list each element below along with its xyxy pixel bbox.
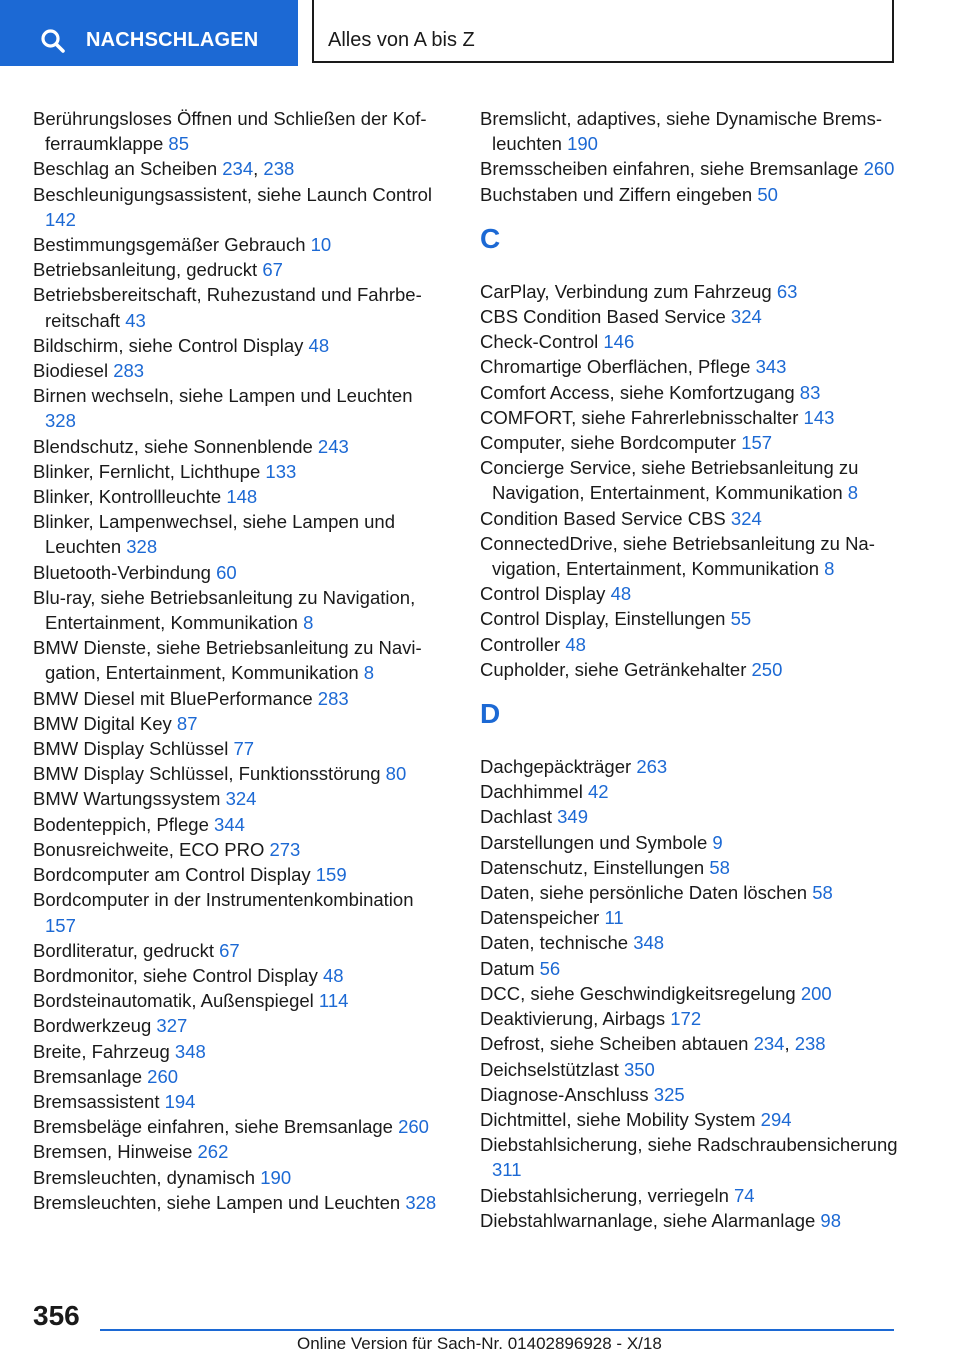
- page-reference-link[interactable]: 159: [315, 864, 347, 886]
- page-reference-link[interactable]: 238: [794, 1033, 826, 1055]
- index-entry-text: Datenspeicher: [480, 907, 600, 929]
- index-entry-text: Bremsen, Hinweise: [33, 1141, 193, 1163]
- index-entry: [33, 1139, 448, 1164]
- page-reference-link[interactable]: 60: [216, 561, 237, 583]
- index-entry-text: Blendschutz, siehe Sonnenblende: [33, 435, 313, 457]
- index-entry: [33, 711, 448, 736]
- index-entry: [480, 182, 900, 207]
- index-entry: [480, 606, 900, 631]
- index-entry-text: Blu-ray, siehe Betriebsanleitung zu Navigation, Entertainment, Kommunikation: [33, 586, 416, 634]
- page-reference-link[interactable]: 234: [753, 1033, 785, 1055]
- index-entry-text: Blinker, Lampenwechsel, siehe Lampen und Leuchten: [33, 511, 396, 558]
- page-reference-link[interactable]: 8: [824, 558, 835, 580]
- index-entry: [33, 1114, 448, 1139]
- index-entry: [33, 1165, 448, 1190]
- index-entry-text: Betriebsanleitung, gedruckt: [33, 259, 258, 281]
- footer-version-text: Online Version für Sach-Nr. 01402896928 - X/18: [297, 1334, 662, 1353]
- index-entry: [480, 657, 900, 682]
- page-reference-link[interactable]: 324: [730, 507, 762, 529]
- page-reference-link[interactable]: 200: [800, 982, 832, 1004]
- index-entry-text: Dachhimmel: [480, 781, 583, 803]
- page-reference-link[interactable]: 8: [303, 612, 314, 634]
- index-entry-text: Datenschutz, Einstellungen: [480, 856, 705, 878]
- index-column-right: [480, 106, 900, 1233]
- page-reference-link[interactable]: 262: [197, 1141, 229, 1163]
- page-reference-link[interactable]: 9: [712, 831, 723, 853]
- index-entry-text: Cupholder, siehe Getränkehalter: [480, 658, 747, 680]
- index-entry: [480, 930, 900, 955]
- index-entry-text: Control Display, Einstellungen: [480, 608, 726, 630]
- index-letter-heading: D: [480, 698, 501, 730]
- page-reference-link[interactable]: 142: [45, 208, 76, 230]
- section-title-box: [312, 0, 894, 63]
- index-entry-text: Dachlast: [480, 806, 552, 828]
- index-entry-text: CBS Condition Based Service: [480, 306, 726, 328]
- page-reference-link[interactable]: 243: [317, 435, 349, 457]
- index-entry-text: Bremsleuchten, siehe Lampen und Leuchten: [33, 1191, 401, 1213]
- page-reference-link[interactable]: 67: [219, 939, 240, 961]
- index-entry-text: Blinker, Kontrollleuchte: [33, 486, 222, 508]
- index-entry: [480, 632, 900, 657]
- index-entry: [480, 1082, 900, 1107]
- index-entry-text: Datum: [480, 957, 535, 979]
- index-entry-text: Bremsassistent: [33, 1090, 160, 1112]
- footer-divider: [100, 1329, 894, 1331]
- page-reference-link[interactable]: 273: [269, 838, 301, 860]
- index-entry: [480, 1107, 900, 1132]
- index-entry-text: Comfort Access, siehe Komfortzugang: [480, 381, 795, 403]
- page-reference-link[interactable]: 98: [820, 1209, 841, 1231]
- index-entry-text: Diagnose-Anschluss: [480, 1083, 649, 1105]
- index-entry-text: CarPlay, Verbindung zum Fahrzeug: [480, 280, 772, 302]
- page-reference-link[interactable]: 85: [168, 133, 189, 155]
- page-reference-link[interactable]: 234: [222, 158, 254, 180]
- page-reference-link[interactable]: 190: [260, 1166, 292, 1188]
- page-reference-link[interactable]: 348: [633, 932, 665, 954]
- page-reference-link[interactable]: 172: [670, 1008, 702, 1030]
- page-reference-link[interactable]: 55: [730, 608, 752, 630]
- page-reference-link[interactable]: 74: [734, 1184, 755, 1206]
- index-entry: [33, 182, 448, 232]
- index-entry: [33, 1190, 448, 1215]
- page-reference-link[interactable]: 146: [603, 331, 635, 353]
- page-reference-link[interactable]: 324: [730, 306, 762, 328]
- index-entry: [33, 509, 448, 559]
- index-entry: [480, 380, 900, 405]
- index-entry-text: Breite, Fahrzeug: [33, 1040, 170, 1062]
- page-reference-link[interactable]: 10: [310, 234, 332, 256]
- page-reference-link[interactable]: 311: [492, 1159, 522, 1181]
- index-entry-text: Bordsteinautomatik, Außenspiegel: [33, 990, 314, 1012]
- index-entry: [480, 1006, 900, 1031]
- index-entry-text: Bildschirm, siehe Control Display: [33, 334, 304, 356]
- page-reference-link[interactable]: 87: [176, 712, 198, 734]
- index-entry-text: Daten, siehe persönliche Daten löschen: [480, 882, 808, 904]
- index-entry-text: Bremsscheiben einfahren, siehe Bremsanlage: [480, 158, 859, 180]
- index-entry: [33, 282, 448, 332]
- index-entry: [33, 383, 448, 433]
- index-entry: [33, 106, 448, 156]
- index-entry: [480, 1057, 900, 1082]
- index-entry-text: Bordmonitor, siehe Control Display: [33, 964, 318, 986]
- index-entry: [480, 354, 900, 379]
- index-entry: [480, 531, 900, 581]
- page-reference-link[interactable]: 43: [125, 309, 146, 331]
- index-entry: [480, 1208, 900, 1233]
- index-entry-text: Diebstahlwarnanlage, siehe Alarmanlage: [480, 1209, 816, 1231]
- page-reference-link[interactable]: 58: [812, 882, 833, 904]
- page-reference-link[interactable]: 157: [741, 432, 773, 454]
- index-entry: [33, 963, 448, 988]
- index-entry-text: Condition Based Service CBS: [480, 507, 726, 529]
- index-entry: [33, 736, 448, 761]
- page-reference-link[interactable]: 294: [760, 1108, 792, 1130]
- index-entry-text: Bordwerkzeug: [33, 1015, 152, 1037]
- index-entry: [480, 855, 900, 880]
- page-reference-link[interactable]: 238: [263, 158, 295, 180]
- index-entry-text: Beschlag an Scheiben: [33, 158, 218, 180]
- page-reference-link[interactable]: 143: [803, 406, 835, 428]
- index-entry: [33, 333, 448, 358]
- page-reference-link[interactable]: 328: [405, 1191, 437, 1213]
- page-reference-link[interactable]: 83: [799, 381, 821, 403]
- index-entry: [33, 585, 448, 635]
- index-entry: [33, 686, 448, 711]
- index-entry: [33, 434, 448, 459]
- page-reference-link[interactable]: 42: [587, 781, 609, 803]
- page-reference-link[interactable]: 328: [45, 410, 76, 432]
- page-reference-link[interactable]: 283: [113, 360, 145, 382]
- index-entry: [33, 812, 448, 837]
- page-reference-link[interactable]: 260: [863, 158, 895, 180]
- index-column-left: [33, 106, 448, 1215]
- page-number: 356: [33, 1300, 80, 1331]
- index-entry-text: Bordcomputer in der Instrumentenkombination: [33, 889, 414, 911]
- index-entry: [480, 1132, 900, 1182]
- index-entry: [33, 1039, 448, 1064]
- page-reference-link[interactable]: 260: [147, 1065, 179, 1087]
- index-entry: [480, 405, 900, 430]
- page-reference-link[interactable]: 133: [265, 460, 297, 482]
- page-reference-link[interactable]: 48: [308, 334, 330, 356]
- index-entry: [33, 484, 448, 509]
- page-reference-link[interactable]: 324: [225, 788, 257, 810]
- index-entry-text: Dichtmittel, siehe Mobility System: [480, 1108, 756, 1130]
- index-entry-text: Diebstahlsicherung, siehe Radschraubensicherung: [480, 1134, 898, 1156]
- page-reference-link[interactable]: 350: [623, 1058, 655, 1080]
- page-reference-link[interactable]: 194: [164, 1090, 196, 1112]
- index-entry: [33, 459, 448, 484]
- index-entry: [480, 329, 900, 354]
- index-entry: [33, 761, 448, 786]
- index-entry: [480, 304, 900, 329]
- index-entry-text: Check-Control: [480, 331, 599, 353]
- page-reference-link[interactable]: 344: [214, 813, 245, 835]
- page-reference-link[interactable]: 48: [610, 583, 632, 605]
- index-entry-text: Concierge Service, siehe Betriebsanleitung zu Navigation, Entertainment, Kommunikation: [480, 457, 859, 504]
- index-entry-text: Controller: [480, 633, 561, 655]
- page-reference-link[interactable]: 58: [709, 856, 730, 878]
- index-entry: [33, 988, 448, 1013]
- page-reference-link[interactable]: 48: [322, 964, 344, 986]
- index-entry: [480, 981, 900, 1006]
- index-entry-text: Defrost, siehe Scheiben abtauen: [480, 1033, 749, 1055]
- index-entry: [33, 887, 448, 937]
- index-entry-text: Bonusreichweite, ECO PRO: [33, 838, 265, 860]
- index-entry-text: Diebstahlsicherung, verriegeln: [480, 1184, 729, 1206]
- page-reference-link[interactable]: 190: [567, 133, 598, 155]
- index-entry: [33, 635, 448, 685]
- index-entry: [33, 560, 448, 585]
- page-header: [0, 0, 960, 66]
- page-reference-link[interactable]: 348: [174, 1040, 206, 1062]
- page-reference-link[interactable]: 250: [751, 658, 783, 680]
- index-entry: [480, 1183, 900, 1208]
- index-entry: [33, 1064, 448, 1089]
- index-entry: [33, 1089, 448, 1114]
- index-entry-text: Birnen wechseln, siehe Lampen und Leuchten: [33, 385, 413, 407]
- index-entry: [33, 232, 448, 257]
- index-entry-text: DCC, siehe Geschwindigkeitsregelung: [480, 982, 796, 1004]
- index-entry-text: Bremsbeläge einfahren, siehe Bremsanlage: [33, 1116, 393, 1138]
- index-entry: [33, 938, 448, 963]
- index-entry-text: Deichselstützlast: [480, 1058, 619, 1080]
- index-entry: [480, 956, 900, 981]
- index-entry: [33, 358, 448, 383]
- index-entry-text: Bremslicht, adaptives, siehe Dynamische Bremsleuchten: [480, 108, 883, 155]
- page-reference-link[interactable]: 263: [636, 756, 668, 778]
- index-entry-text: Daten, technische: [480, 932, 629, 954]
- index-entry: [480, 430, 900, 455]
- index-entry: [33, 837, 448, 862]
- page-reference-link[interactable]: 50: [757, 183, 778, 205]
- page-reference-link[interactable]: 11: [604, 907, 624, 929]
- page-reference-link[interactable]: 157: [45, 914, 76, 936]
- index-entry: [33, 1013, 448, 1038]
- index-entry: [480, 581, 900, 606]
- page-reference-link[interactable]: 114: [318, 990, 349, 1012]
- index-letter-heading: C: [480, 222, 501, 254]
- page-reference-link[interactable]: 328: [126, 536, 158, 558]
- index-entry-text: ConnectedDrive, siehe Betriebsanleitung zu Navigation, Entertainment, Kommunikation: [480, 532, 875, 580]
- index-entry-text: Berührungsloses Öffnen und Schließen der Kofferraumklappe: [33, 108, 427, 155]
- index-entry: [480, 156, 900, 181]
- index-entry-text: BMW Display Schlüssel, Funktionsstörung: [33, 763, 381, 785]
- index-entry-text: BMW Wartungssystem: [33, 788, 221, 810]
- page-reference-link[interactable]: 63: [776, 280, 798, 302]
- index-entry-text: Bluetooth-Verbindung: [33, 561, 211, 583]
- index-entry: [480, 754, 900, 779]
- page-reference-link[interactable]: 56: [539, 957, 561, 979]
- page-reference-link[interactable]: 8: [363, 662, 375, 684]
- index-entry: [480, 106, 900, 156]
- index-entry-text: BMW Dienste, siehe Betriebsanleitung zu Navigation, Entertainment, Kommunikation: [33, 637, 422, 684]
- index-entry: [480, 779, 900, 804]
- index-entry-text: BMW Digital Key: [33, 712, 172, 734]
- index-entry-text: Bremsleuchten, dynamisch: [33, 1166, 256, 1188]
- page-reference-link[interactable]: 77: [233, 738, 255, 760]
- index-entry-text: Bordliteratur, gedruckt: [33, 939, 214, 961]
- page-reference-link[interactable]: 283: [317, 687, 349, 709]
- index-entry-text: Bestimmungsgemäßer Gebrauch: [33, 234, 306, 256]
- index-entry: [33, 786, 448, 811]
- index-entry-text: Betriebsbereitschaft, Ruhezustand und Fahrbereitschaft: [33, 284, 422, 331]
- index-entry-text: Computer, siehe Bordcomputer: [480, 432, 737, 454]
- index-entry: Defrost, siehe Scheiben abtauen 234, 238: [480, 1033, 826, 1055]
- index-entry-text: Beschleunigungsassistent, siehe Launch Control: [33, 183, 433, 205]
- index-entry: [480, 880, 900, 905]
- page-reference-link[interactable]: 67: [262, 259, 283, 281]
- page-reference-link[interactable]: 325: [653, 1083, 685, 1105]
- page-reference-link[interactable]: 349: [557, 806, 588, 828]
- index-entry-text: Blinker, Fernlicht, Lichthupe: [33, 460, 261, 482]
- index-entry-text: Bodenteppich, Pflege: [33, 813, 209, 835]
- index-entry: [480, 279, 900, 304]
- index-entry-text: Buchstaben und Ziffern eingeben: [480, 183, 753, 205]
- index-entry-text: Bremsanlage: [33, 1065, 143, 1087]
- page-reference-link[interactable]: 260: [398, 1116, 429, 1138]
- index-entry-text: Deaktivierung, Airbags: [480, 1008, 666, 1030]
- section-title: Alles von A bis Z: [328, 29, 475, 51]
- index-entry-text: Chromartige Oberflächen, Pflege: [480, 356, 751, 378]
- index-entry: [480, 506, 900, 531]
- index-entry-text: Biodiesel: [33, 360, 109, 382]
- index-entry-text: BMW Display Schlüssel: [33, 738, 229, 760]
- page-reference-link[interactable]: 8: [847, 482, 859, 504]
- index-entry-text: Control Display: [480, 583, 606, 605]
- index-entry: [33, 862, 448, 887]
- page-reference-link[interactable]: 327: [156, 1015, 188, 1037]
- index-entry: [33, 257, 448, 282]
- page-reference-link[interactable]: 48: [565, 633, 586, 655]
- index-entry-text: COMFORT, siehe Fahrerlebnisschalter: [480, 406, 799, 428]
- index-entry: [480, 804, 900, 829]
- index-entry-text: BMW Diesel mit BluePerformance: [33, 687, 313, 709]
- index-entry: [480, 455, 900, 505]
- index-entry: [480, 830, 900, 855]
- page-reference-link[interactable]: 80: [385, 763, 407, 785]
- page-reference-link[interactable]: 148: [226, 486, 258, 508]
- page-reference-link[interactable]: 343: [755, 356, 787, 378]
- index-entry-text: Dachgepäckträger: [480, 756, 632, 778]
- index-entry-text: Bordcomputer am Control Display: [33, 864, 311, 886]
- search-icon: [40, 28, 66, 54]
- index-entry-text: Darstellungen und Symbole: [480, 831, 708, 853]
- tab-nachschlagen[interactable]: [0, 0, 298, 66]
- tab-nachschlagen-label: NACHSCHLAGEN: [86, 29, 259, 51]
- index-entry: Beschlag an Scheiben 234, 238: [33, 158, 295, 180]
- index-entry: [480, 905, 900, 930]
